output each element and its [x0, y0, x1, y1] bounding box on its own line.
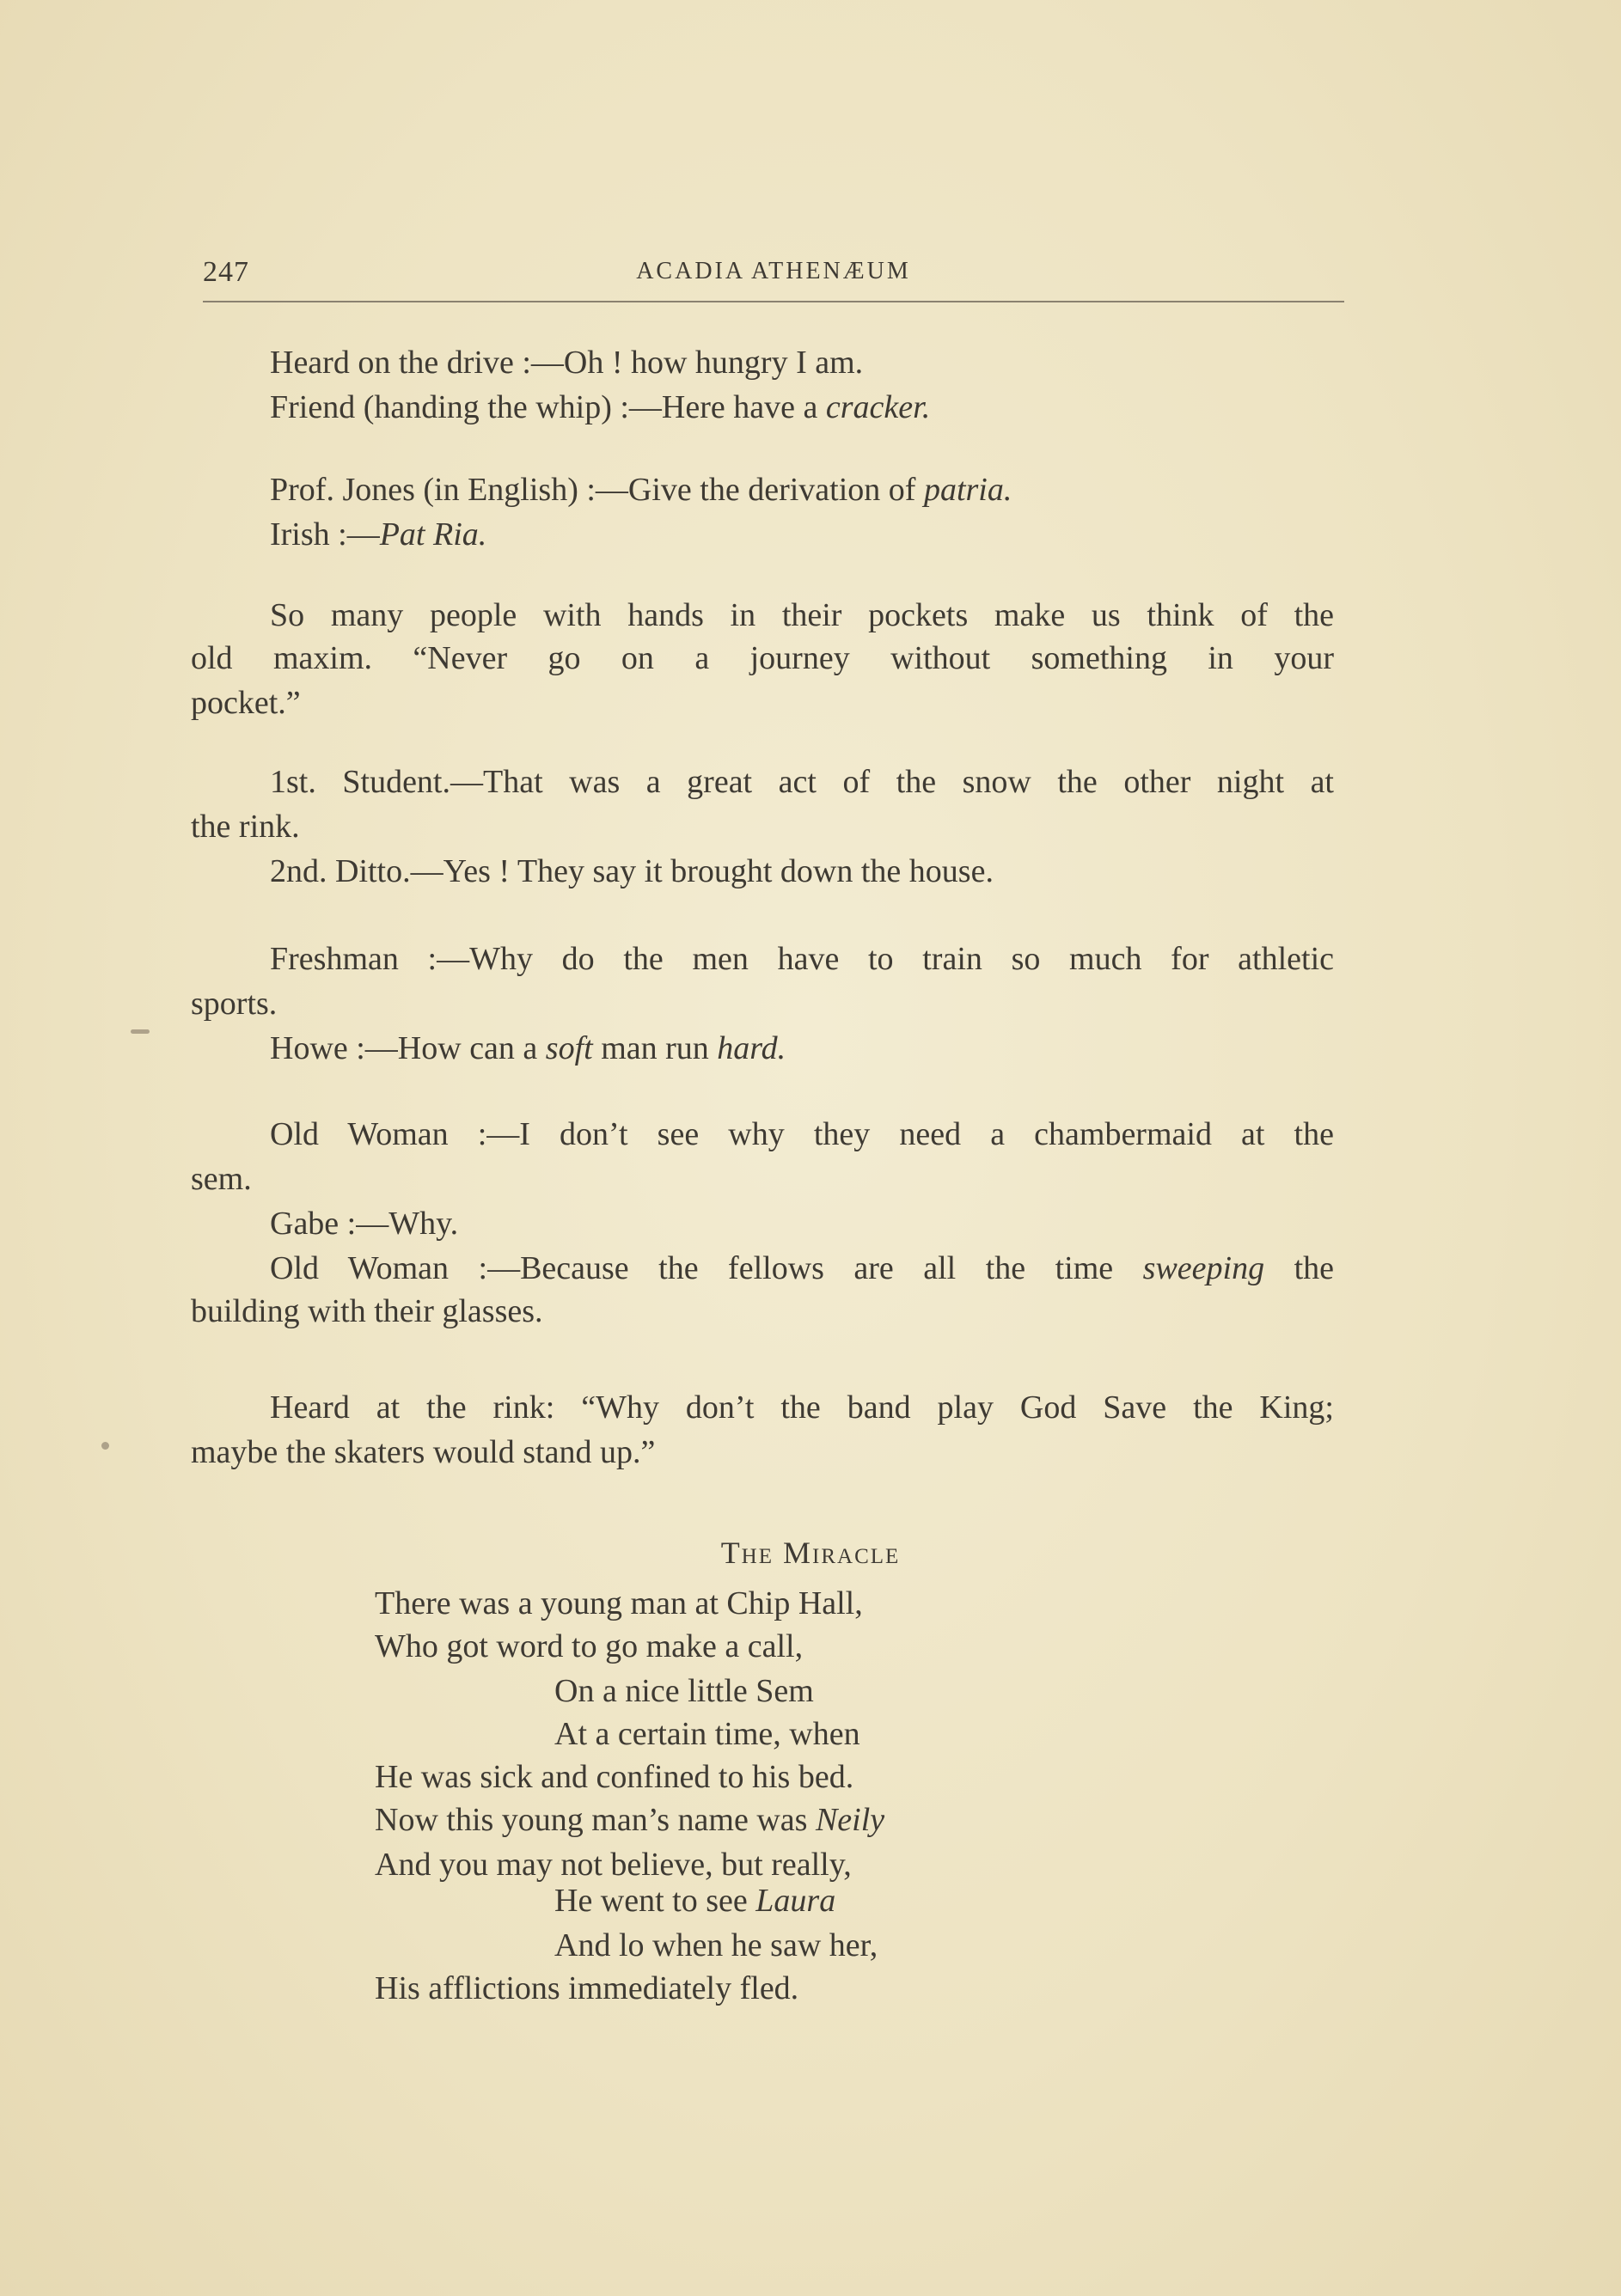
text-line: building with their glasses. [191, 1293, 543, 1329]
poem-line: He went to see Laura [554, 1883, 836, 1919]
text-line: Heard at the rink: “Why don’t the band play God Save the King; [270, 1389, 1334, 1426]
poem-line: And lo when he saw her, [554, 1927, 878, 1963]
page-header [203, 249, 1344, 302]
text-line: pocket.” [191, 685, 301, 721]
text-line: So many people with hands in their pockets make us think of the [270, 597, 1334, 633]
poem-line: There was a young man at Chip Hall, [375, 1585, 863, 1621]
poem-line: He was sick and confined to his bed. [375, 1759, 854, 1795]
text-line: Friend (handing the whip) :—Here have a cracker. [270, 389, 931, 425]
poem-line: Now this young man’s name was Neily [375, 1802, 885, 1838]
text-line: maybe the skaters would stand up.” [191, 1434, 656, 1470]
text-line: Old Woman :—I don’t see why they need a chambermaid at the [270, 1116, 1334, 1152]
poem-line: On a nice little Sem [554, 1673, 814, 1709]
text-line: Howe :—How can a soft man run hard. [270, 1030, 786, 1066]
text-line: Heard on the drive :—Oh ! how hungry I am. [270, 345, 864, 381]
text-line: 2nd. Ditto.—Yes ! They say it brought down the house. [270, 853, 994, 889]
poem-line: His afflictions immediately fled. [375, 1970, 799, 2006]
text-line: old maxim. “Never go on a journey without something in your [191, 640, 1334, 676]
text-line: Old Woman :—Because the fellows are all the time sweeping the [270, 1250, 1334, 1286]
text-line: sports. [191, 986, 278, 1022]
running-head: ACADIA ATHENÆUM [636, 258, 911, 284]
poem-line: And you may not believe, but really, [375, 1847, 852, 1883]
text-line: Irish :—Pat Ria. [270, 516, 487, 553]
poem-line: Who got word to go make a call, [375, 1628, 804, 1664]
text-line: Gabe :—Why. [270, 1206, 459, 1242]
text-line: 1st. Student.—That was a great act of the snow the other night at [270, 764, 1334, 800]
text-line: sem. [191, 1161, 252, 1197]
text-line: the rink. [191, 809, 300, 845]
text-line: Freshman :—Why do the men have to train so much for athletic [270, 941, 1334, 977]
poem-line: At a certain time, when [554, 1716, 860, 1752]
text-line: Prof. Jones (in English) :—Give the derivation of patria. [270, 472, 1012, 508]
page-number: 247 [203, 256, 249, 288]
ink-mark [131, 1029, 150, 1034]
ink-dot [101, 1442, 109, 1450]
poem-title: The Miracle [720, 1536, 901, 1570]
